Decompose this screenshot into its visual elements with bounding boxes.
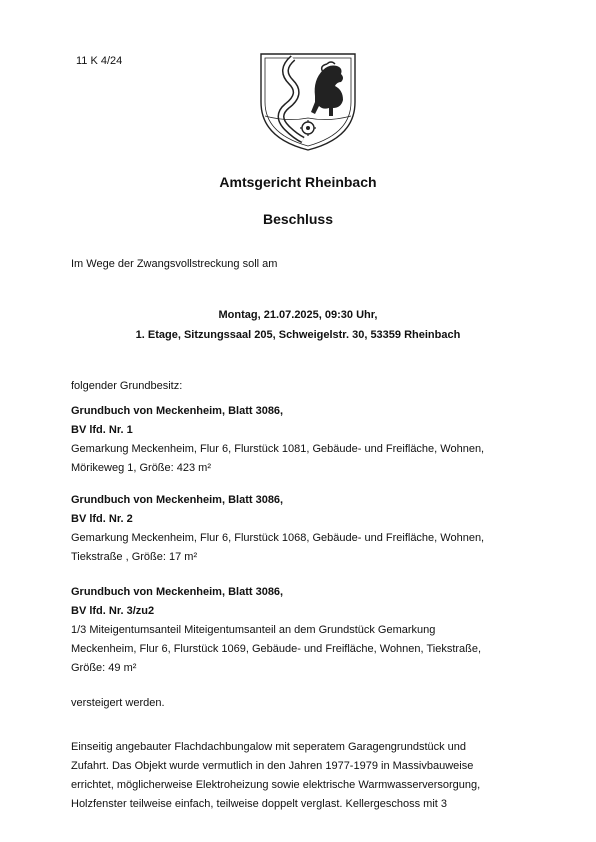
property-intro: folgender Grundbesitz: bbox=[71, 380, 183, 392]
property-number: BV lfd. Nr. 1 bbox=[71, 424, 133, 436]
object-description bbox=[71, 738, 541, 814]
description-line: Zufahrt. Das Objekt wurde vermutlich in den Jahren 1977-1979 in Massivbauweise bbox=[71, 760, 474, 772]
intro-text: Im Wege der Zwangsvollstreckung soll am bbox=[71, 258, 278, 270]
property-description-line: Gemarkung Meckenheim, Flur 6, Flurstück 1068, Gebäude- und Freifläche, Wohnen, bbox=[71, 532, 485, 544]
description-line: Holzfenster teilweise einfach, teilweise doppelt verglast. Kellergeschoss mit 3 bbox=[71, 798, 448, 810]
property-entry bbox=[71, 583, 541, 678]
court-name: Amtsgericht Rheinbach bbox=[219, 174, 377, 190]
property-register: Grundbuch von Meckenheim, Blatt 3086, bbox=[71, 405, 284, 417]
property-number: BV lfd. Nr. 3/zu2 bbox=[71, 605, 155, 617]
property-register: Grundbuch von Meckenheim, Blatt 3086, bbox=[71, 586, 284, 598]
nrw-coat-of-arms-icon bbox=[257, 52, 359, 152]
property-description-line: Mörikeweg 1, Größe: 423 m² bbox=[71, 462, 211, 474]
property-entry bbox=[71, 402, 541, 478]
property-entry bbox=[71, 491, 541, 567]
property-register: Grundbuch von Meckenheim, Blatt 3086, bbox=[71, 494, 284, 506]
appointment-date: Montag, 21.07.2025, 09:30 Uhr, bbox=[218, 309, 378, 321]
property-description-line: Tiekstraße , Größe: 17 m² bbox=[71, 551, 198, 563]
auction-statement: versteigert werden. bbox=[71, 697, 165, 709]
property-description-line: 1/3 Miteigentumsanteil Miteigentumsanteil an dem Grundstück Gemarkung bbox=[71, 624, 436, 636]
property-description-line: Gemarkung Meckenheim, Flur 6, Flurstück 1081, Gebäude- und Freifläche, Wohnen, bbox=[71, 443, 485, 455]
description-line: errichtet, möglicherweise Elektroheizung sowie elektrische Warmwasserversorgung, bbox=[71, 779, 481, 791]
appointment-location: 1. Etage, Sitzungssaal 205, Schweigelstr. 30, 53359 Rheinbach bbox=[135, 329, 461, 341]
case-number: 11 K 4/24 bbox=[76, 55, 123, 67]
property-description-line: Meckenheim, Flur 6, Flurstück 1069, Gebäude- und Freifläche, Wohnen, Tiekstraße, bbox=[71, 643, 482, 655]
description-line: Einseitig angebauter Flachdachbungalow mit seperatem Garagengrundstück und bbox=[71, 741, 467, 753]
property-description-line: Größe: 49 m² bbox=[71, 662, 137, 674]
document-title: Beschluss bbox=[262, 211, 334, 227]
property-number: BV lfd. Nr. 2 bbox=[71, 513, 133, 525]
